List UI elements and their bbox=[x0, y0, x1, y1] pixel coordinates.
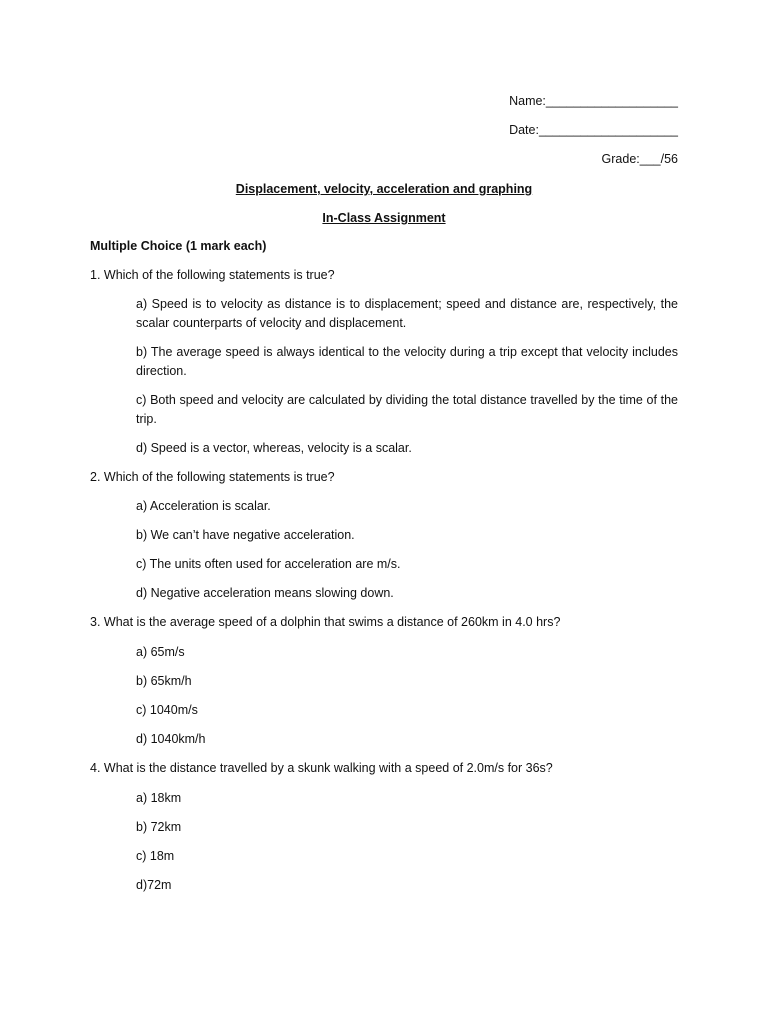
question-4-option-c: c) 18m bbox=[136, 849, 175, 863]
question-1-option-d: d) Speed is a vector, whereas, velocity is a scalar. bbox=[136, 441, 412, 455]
section-heading: Multiple Choice (1 mark each) bbox=[90, 239, 267, 253]
question-4: 4. What is the distance travelled by a skunk walking with a speed of 2.0m/s for 36s? bbox=[90, 761, 553, 775]
question-4-option-a: a) 18km bbox=[136, 791, 182, 805]
question-2-option-d: d) Negative acceleration means slowing down. bbox=[136, 586, 394, 600]
worksheet-subtitle: In-Class Assignment bbox=[322, 211, 446, 225]
grade-field: Grade:___/56 bbox=[601, 152, 678, 166]
question-1-option-b: b) The average speed is always identical to the velocity during a trip except that velocity includes direction. bbox=[136, 345, 678, 378]
question-4-option-d: d)72m bbox=[136, 878, 172, 892]
question-1-option-c: c) Both speed and velocity are calculated by dividing the total distance travelled by the time of the trip. bbox=[136, 393, 678, 426]
question-4-option-b: b) 72km bbox=[136, 820, 182, 834]
question-3: 3. What is the average speed of a dolphin that swims a distance of 260km in 4.0 hrs? bbox=[90, 615, 561, 629]
date-field: Date:____________________ bbox=[509, 123, 678, 137]
name-field: Name:___________________ bbox=[509, 94, 678, 108]
question-1-option-a: a) Speed is to velocity as distance is to displacement; speed and distance are, respectively, the scalar counterparts of velocity and displacement. bbox=[136, 297, 678, 330]
worksheet-title: Displacement, velocity, acceleration and graphing bbox=[235, 182, 533, 196]
question-2: 2. Which of the following statements is true? bbox=[90, 470, 335, 484]
question-2-option-c: c) The units often used for acceleration are m/s. bbox=[136, 557, 401, 571]
question-3-option-a: a) 65m/s bbox=[136, 645, 185, 659]
question-3-option-c: c) 1040m/s bbox=[136, 703, 198, 717]
question-2-option-a: a) Acceleration is scalar. bbox=[136, 499, 271, 513]
question-2-option-b: b) We can’t have negative acceleration. bbox=[136, 528, 355, 542]
question-3-option-b: b) 65km/h bbox=[136, 674, 192, 688]
question-3-option-d: d) 1040km/h bbox=[136, 732, 206, 746]
question-1: 1. Which of the following statements is true? bbox=[90, 268, 335, 282]
